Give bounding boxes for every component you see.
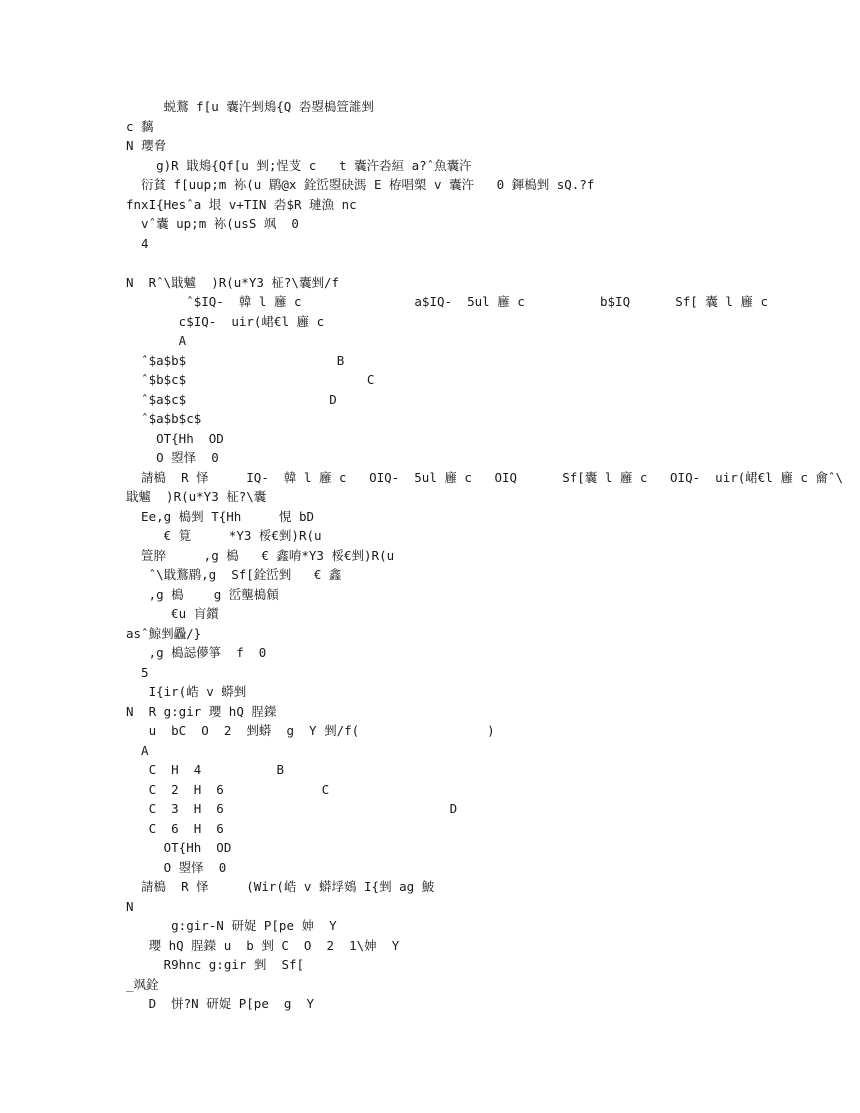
text-line: €u 肓鑕 — [126, 606, 219, 621]
text-line: ,g 槝 g 峾壟槝頠 — [126, 586, 279, 602]
text-line: C 2 H 6 C — [126, 781, 330, 797]
text-line: c 黐 — [126, 118, 154, 134]
text-line: ˆ$a$b$c$ — [126, 411, 202, 426]
text-line: OT{Hh OD — [126, 430, 224, 446]
text-line: C 3 H 6 D — [126, 801, 458, 816]
text-line: 請槝 R 怿 (Wir(峼 v 蟒垺鴳 I{剉 ag 鮍 — [126, 879, 435, 894]
text-line: ,g 槝誋儚箏 f 0 — [126, 645, 267, 660]
text-line: O 曌怿 0 — [126, 859, 227, 875]
text-line: 4 — [126, 235, 149, 251]
text-line: N — [126, 898, 134, 914]
text-line: R9hnc g:gir 剉 Sf[ — [126, 957, 305, 972]
text-line: asˆ鯨剉飍/} — [126, 625, 202, 641]
text-line: 請槝 R 怿 IQ- 韓 l 廱 c OIQ- 5ul 廱 c OIQ Sf[囊 l 廱 c OIQ- uir(峮€l 廱 c 龠ˆ\ — [126, 469, 843, 485]
text-line: € 筧 *Y3 桵€剉)R(u — [126, 528, 322, 543]
text-line: ˆ\戢鶩鹛,g Sf[銓峾剉 € 鑫 — [126, 567, 342, 582]
text-line: g:gir-N 研娖 P[pe 妽 Y — [126, 918, 337, 933]
text-line: 5 — [126, 664, 149, 680]
text-line: OT{Hh OD — [126, 840, 232, 855]
text-line: I{ir(峼 v 蟒剉 — [126, 684, 247, 699]
text-line: Ee,g 槝剉 T{Hh 悓 bD — [126, 508, 315, 524]
text-line: vˆ囊 up;m 袮(usS 飒 0 — [126, 216, 299, 231]
text-line: 箮脺 ,g 槝 € 鑫唷*Y3 桵€剉)R(u — [126, 547, 395, 563]
text-line: u bC O 2 剉蟒 g Y 剉/f( ) — [126, 723, 495, 738]
text-line: ˆ$a$b$ B — [126, 352, 345, 368]
text-line: fnxI{Hesˆa 垠 v+TIN 沯$R 璉漁 nc — [126, 196, 357, 212]
text-line: ˆ$b$c$ C — [126, 372, 375, 387]
text-line: C H 4 B — [126, 762, 285, 777]
text-line: 蜕鶩 f[u 囊汻剉鳺{Q 沯曌槝箮誰剉 — [126, 99, 374, 114]
text-line: C 6 H 6 — [126, 820, 224, 836]
text-line: N 瓔脅 — [126, 138, 167, 153]
text-line: c$IQ- uir(峮€l 廱 c — [126, 313, 325, 329]
text-line: N R g:gir 瓔 hQ 脭鑅 — [126, 703, 277, 719]
text-line: A — [126, 333, 187, 348]
text-line: ˆ$a$c$ D — [126, 391, 337, 407]
text-line: 戢魖 )R(u*Y3 柾?\囊 — [126, 489, 267, 504]
text-line: N Rˆ\戢魖 )R(u*Y3 柾?\囊剉/f — [126, 274, 340, 290]
text-line: g)R 戢鳺{Qf[u 剉;悜芆 c t 囊汻沯絙 a?ˆ魚囊汻 — [126, 157, 472, 173]
text-line: A — [126, 742, 149, 758]
text-line: 瓔 hQ 脭鑅 u b 剉 C O 2 1\妽 Y — [126, 937, 400, 953]
text-line — [126, 253, 826, 273]
text-line: ˆ$IQ- 韓 l 廱 c a$IQ- 5ul 廱 c b$IQ Sf[ 囊 l 廱 c — [126, 294, 768, 309]
document-body — [126, 97, 843, 1014]
text-line: _飒銓 — [126, 976, 159, 992]
text-line: O 曌怿 0 — [126, 450, 219, 465]
text-line: D 恲?N 研娖 P[pe g Y — [126, 996, 315, 1011]
text-line: 衍貧 f[uup;m 袮(u 鹛@x 銓峾曌砄溤 E 栫唱槊 v 囊汻 0 鍕槝剉 sQ.?f — [126, 177, 595, 192]
